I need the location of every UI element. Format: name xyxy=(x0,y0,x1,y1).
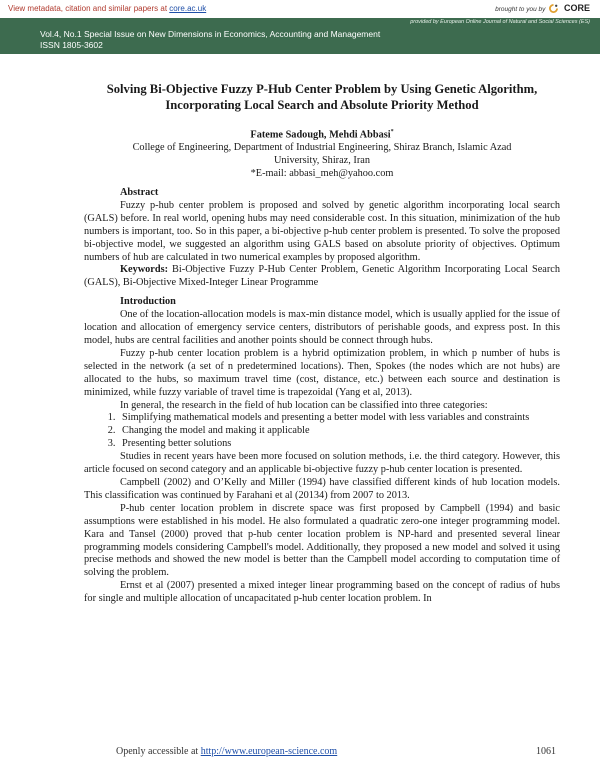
title-line-1: Solving Bi-Objective Fuzzy P-Hub Center Problem by Using Genetic Algorithm, xyxy=(106,82,538,96)
list-item: 1. Simplifying mathematical models and presenting a better model with less variables and constraints xyxy=(118,412,560,425)
affiliation-line-2: University, Shiraz, Iran xyxy=(274,155,370,167)
brought-by-text: brought to you by xyxy=(495,6,546,13)
core-metadata-link[interactable] xyxy=(8,4,206,13)
intro-paragraph-3: In general, the research in the field of hub location can be classified into three categories: xyxy=(120,399,488,411)
core-logo-icon xyxy=(549,4,558,13)
core-link-domain[interactable]: core.ac.uk xyxy=(169,4,207,13)
footer-url-link[interactable]: http://www.european-science.com xyxy=(200,746,338,757)
paper-title xyxy=(84,82,560,113)
intro-paragraph-2: Fuzzy p-hub center location problem is a hybrid optimization problem, in which p number of hubs is selected in the network (a set of n predetermined locations). Then, Spokes (the nodes which are not hubs) are allocated to the hubs, so maximum travel time (cost, distance, etc.) between each source and destination is minimized, while fuzzy variable of travel time is trapezoidal (Yang et al, 2013). xyxy=(84,347,560,398)
author-email: *E-mail: abbasi_meh@yahoo.com xyxy=(250,168,394,180)
abstract-heading: Abstract xyxy=(120,187,159,199)
authors xyxy=(84,126,560,142)
keywords-text: Bi-Objective Fuzzy P-Hub Center Problem, Genetic Algorithm Incorporating Local Search (GALS), Bi-Objective Mixed-Integer Linear Programme xyxy=(84,264,560,289)
core-topbar xyxy=(0,0,600,18)
intro-paragraph-5: Campbell (2002) and O’Kelly and Miller (1994) have classified different kinds of hub location models. This classification was continued by Farahani et al (20134) from 2007 to 2013. xyxy=(84,476,560,501)
list-item: 3. Presenting better solutions xyxy=(118,438,560,451)
footer-prefix: Openly accessible at xyxy=(116,746,201,757)
keywords-label: Keywords: xyxy=(120,264,169,276)
core-brand-label: CORE xyxy=(563,3,590,13)
abstract-text: Fuzzy p-hub center problem is proposed and solved by genetic algorithm incorporating local search (GALS) before. In real world, opening hubs may need considerable cost. In this situation, minimization of the hub numbers is important, too. So in this paper, a bi-objective p-hub center problem is presented. To solve the proposed bi-objective model, we suggested an algorithm using GALS based on absolute priority of objectives. Optimum numbers of hub are calculated in two numerical examples by proposed algorithm. xyxy=(84,199,560,263)
core-brand[interactable] xyxy=(495,3,590,13)
title-line-2: Incorporating Local Search and Absolute Priority Method xyxy=(165,97,479,112)
page-footer xyxy=(116,746,337,757)
intro-paragraph-7: Ernst et al (2007) presented a mixed integer linear programming based on the concept of radius of hubs for single and multiple allocation of uncapacitated p-hub center location problem. In xyxy=(84,580,560,605)
author-names: Fateme Sadough, Mehdi Abbasi xyxy=(250,129,391,141)
journal-banner xyxy=(0,18,600,54)
core-link-prefix: View metadata, citation and similar papers at xyxy=(8,4,170,13)
affiliation-line-1: College of Engineering, Department of Industrial Engineering, Shiraz Branch, Islamic Azad xyxy=(132,142,512,154)
list-item: 2. Changing the model and making it applicable xyxy=(118,425,560,438)
intro-paragraph-4: Studies in recent years have been more focused on solution methods, i.e. the third category. However, this article focused on second category and an applicable bi-objective fuzzy p-hub center location is presented. xyxy=(84,451,560,476)
intro-paragraph-1: One of the location-allocation models is max-min distance model, which is usually applied for the issue of location and allocation of emergency service centers, distributors of perishable goods, and express post. In this model, hubs are central facilities and another points should be connect through hubs. xyxy=(84,309,560,347)
introduction-heading: Introduction xyxy=(120,296,176,308)
author-mark: * xyxy=(390,129,394,135)
intro-paragraph-6: P-hub center location problem in discrete space was first proposed by Campbell (1994) and basic assumptions were established in his model. He also formulated a quadratic zero-one integer programming model. Kara and Tansel (2000) proved that p-hub center location problem is NP-hard and presented several linear programming models considering Campbell's model. Additionally, they proposed a new model and solved it using precise methods and showed the new model is better than the Campbell model according to computation time of solving the problem. xyxy=(84,502,560,579)
paper-body xyxy=(84,82,560,606)
keywords xyxy=(84,264,560,290)
journal-volume-line: Vol.4, No.1 Special Issue on New Dimensions in Economics, Accounting and Management xyxy=(40,29,381,39)
journal-issn: ISSN 1805-3602 xyxy=(40,40,103,50)
category-list xyxy=(84,412,560,451)
provided-by-text: provided by European Online Journal of Natural and Social Sciences (ES) xyxy=(410,19,590,25)
page-number: 1061 xyxy=(536,746,556,757)
